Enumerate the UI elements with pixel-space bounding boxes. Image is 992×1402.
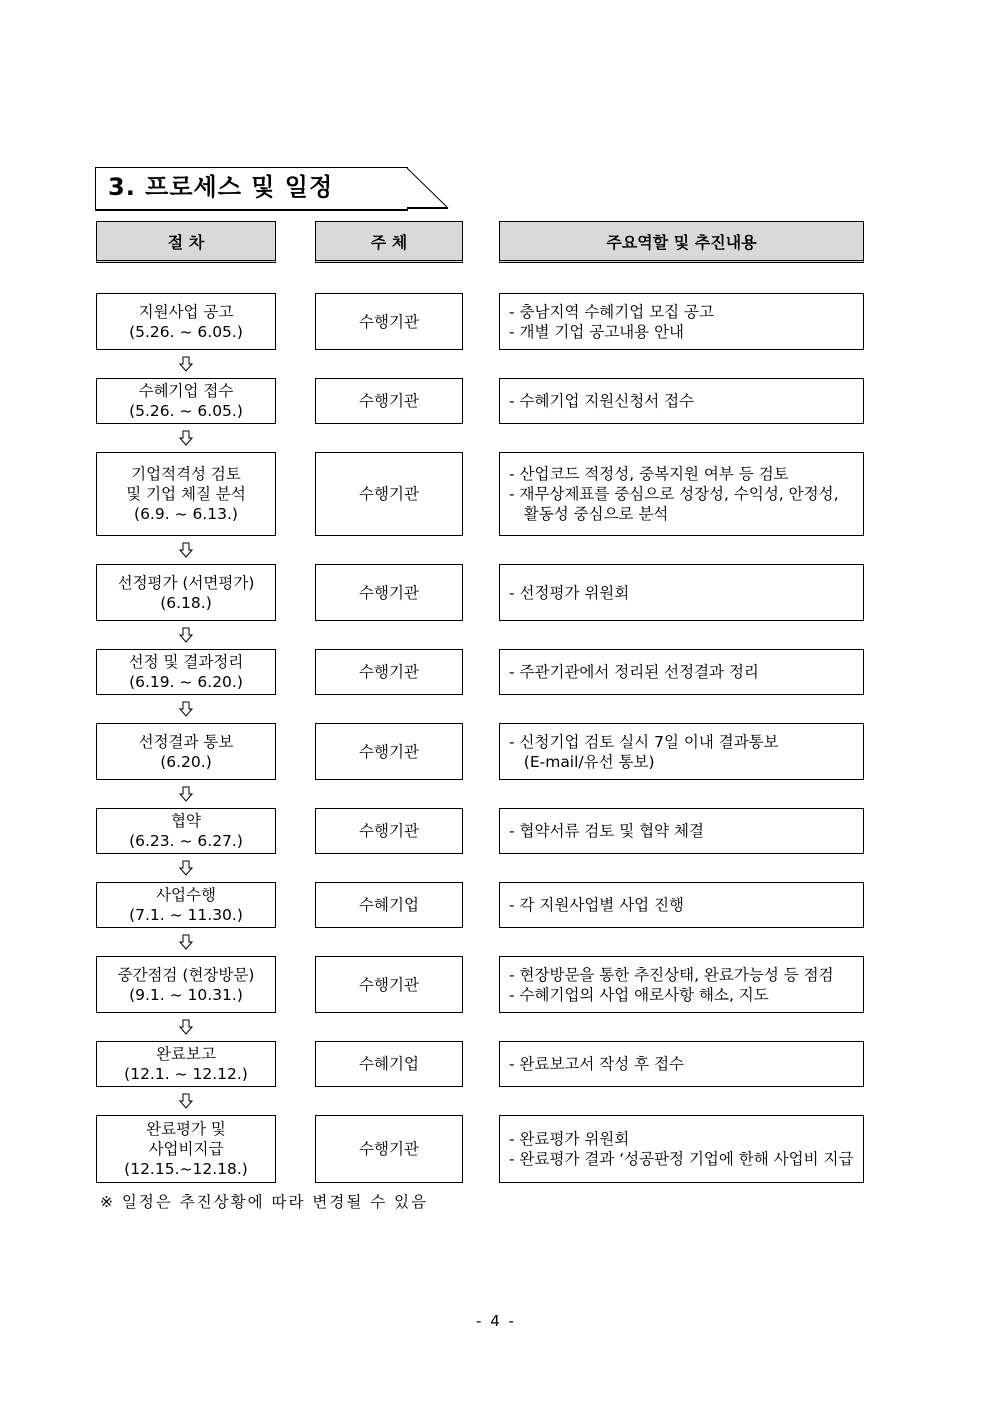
down-arrow-icon: [179, 430, 193, 446]
description-box-line: - 주관기관에서 정리된 선정결과 정리: [509, 663, 759, 681]
description-box: [499, 956, 864, 1013]
down-arrow-icon: [179, 356, 193, 372]
description-box: [499, 452, 864, 536]
description-box: [499, 882, 864, 928]
procedure-box-line: (6.9. ~ 6.13.): [134, 505, 238, 523]
description-box: [499, 564, 864, 621]
procedure-box: [96, 1115, 276, 1183]
agent-box: 수행기관: [315, 723, 463, 780]
procedure-box-line: (5.26. ~ 6.05.): [129, 402, 243, 420]
down-arrow-icon: [179, 934, 193, 950]
description-box: [499, 1115, 864, 1183]
description-box-line: - 완료평가 위원회: [509, 1130, 630, 1148]
procedure-box-line: 기업적격성 검토: [131, 465, 241, 483]
schedule-note: ※ 일정은 추진상황에 따라 변경될 수 있음: [100, 1193, 429, 1211]
procedure-box-line: 및 기업 체질 분석: [126, 485, 246, 503]
description-box-line: 활동성 중심으로 분석: [509, 505, 669, 523]
agent-box: 수행기관: [315, 378, 463, 424]
procedure-box-line: (5.26. ~ 6.05.): [129, 322, 243, 341]
section-title: 3. 프로세스 및 일정: [108, 173, 334, 201]
description-box: [499, 723, 864, 780]
procedure-box-line: 선정 및 결과정리: [128, 653, 244, 671]
description-box-line: - 완료평가 결과 ‘성공판정 기업에 한해 사업비 지급: [509, 1150, 854, 1168]
procedure-box-line: 완료보고: [156, 1045, 216, 1063]
procedure-box: [96, 882, 276, 928]
header-procedure: 절 차: [96, 221, 276, 263]
procedure-box-line: 수혜기업 접수: [138, 382, 234, 400]
procedure-box-line: 사업수행: [156, 886, 216, 904]
agent-box: 수행기관: [315, 452, 463, 536]
description-box-line: - 선정평가 위원회: [509, 583, 630, 602]
description-box-line: - 수혜기업 지원신청서 접수: [509, 392, 695, 410]
agent-box: 수행기관: [315, 564, 463, 621]
down-arrow-icon: [179, 1019, 193, 1035]
description-box: [499, 808, 864, 854]
description-box-line: - 현장방문을 통한 추진상태, 완료가능성 등 점검: [509, 965, 834, 984]
procedure-box: [96, 378, 276, 424]
procedure-box: [96, 956, 276, 1013]
procedure-box-line: 사업비지급: [148, 1140, 224, 1158]
description-box: [499, 1041, 864, 1087]
agent-box: 수혜기업: [315, 882, 463, 928]
procedure-box: [96, 649, 276, 695]
procedure-box: [96, 564, 276, 621]
down-arrow-icon: [179, 860, 193, 876]
description-box-line: - 충남지역 수혜기업 모집 공고: [509, 302, 714, 321]
description-box-line: - 협약서류 검토 및 협약 체결: [509, 822, 704, 840]
description-box: [499, 378, 864, 424]
procedure-box-line: (9.1. ~ 10.31.): [129, 985, 243, 1004]
procedure-box: [96, 293, 276, 350]
down-arrow-icon: [179, 627, 193, 643]
down-arrow-icon: [179, 542, 193, 558]
description-box-line: - 각 지원사업별 사업 진행: [509, 896, 685, 914]
procedure-box-line: (12.1. ~ 12.12.): [124, 1065, 248, 1083]
description-box-line: (E-mail/유선 통보): [509, 752, 655, 771]
agent-box: 수행기관: [315, 1115, 463, 1183]
procedure-box-line: (6.18.): [160, 593, 212, 612]
procedure-box-line: 선정결과 통보: [138, 732, 234, 751]
procedure-box-line: (12.15.~12.18.): [124, 1160, 248, 1178]
page-number: - 4 -: [476, 1312, 516, 1330]
procedure-box-line: 협약: [171, 812, 201, 830]
agent-box: 수행기관: [315, 808, 463, 854]
agent-box: 수행기관: [315, 293, 463, 350]
procedure-box-line: (6.19. ~ 6.20.): [129, 673, 243, 691]
description-box: [499, 293, 864, 350]
description-box-line: - 수혜기업의 사업 애로사항 해소, 지도: [509, 985, 769, 1004]
description-box: [499, 649, 864, 695]
procedure-box: [96, 808, 276, 854]
header-role: 주요역할 및 추진내용: [499, 221, 864, 263]
agent-box: 수행기관: [315, 956, 463, 1013]
procedure-box-line: (7.1. ~ 11.30.): [129, 906, 243, 924]
procedure-box-line: (6.20.): [160, 752, 212, 771]
procedure-box-line: 완료평가 및: [146, 1120, 226, 1138]
procedure-box: [96, 452, 276, 536]
procedure-box: [96, 723, 276, 780]
down-arrow-icon: [179, 701, 193, 717]
description-box-line: - 완료보고서 작성 후 접수: [509, 1055, 685, 1073]
procedure-box-line: 중간점검 (현장방문): [117, 965, 255, 984]
procedure-box-line: 지원사업 공고: [138, 302, 234, 321]
description-box-line: - 재무상제표를 중심으로 성장성, 수익성, 안정성,: [509, 485, 839, 503]
header-agent: 주 체: [315, 221, 463, 263]
procedure-box-line: 선정평가 (서면평가): [117, 573, 255, 592]
description-box-line: - 개별 기업 공고내용 안내: [509, 322, 685, 341]
down-arrow-icon: [179, 786, 193, 802]
procedure-box: [96, 1041, 276, 1087]
agent-box: 수혜기업: [315, 1041, 463, 1087]
down-arrow-icon: [179, 1093, 193, 1109]
agent-box: 수행기관: [315, 649, 463, 695]
procedure-box-line: (6.23. ~ 6.27.): [129, 832, 243, 850]
description-box-line: - 신청기업 검토 실시 7일 이내 결과통보: [509, 732, 779, 751]
description-box-line: - 산업코드 적정성, 중복지원 여부 등 검토: [509, 465, 789, 483]
